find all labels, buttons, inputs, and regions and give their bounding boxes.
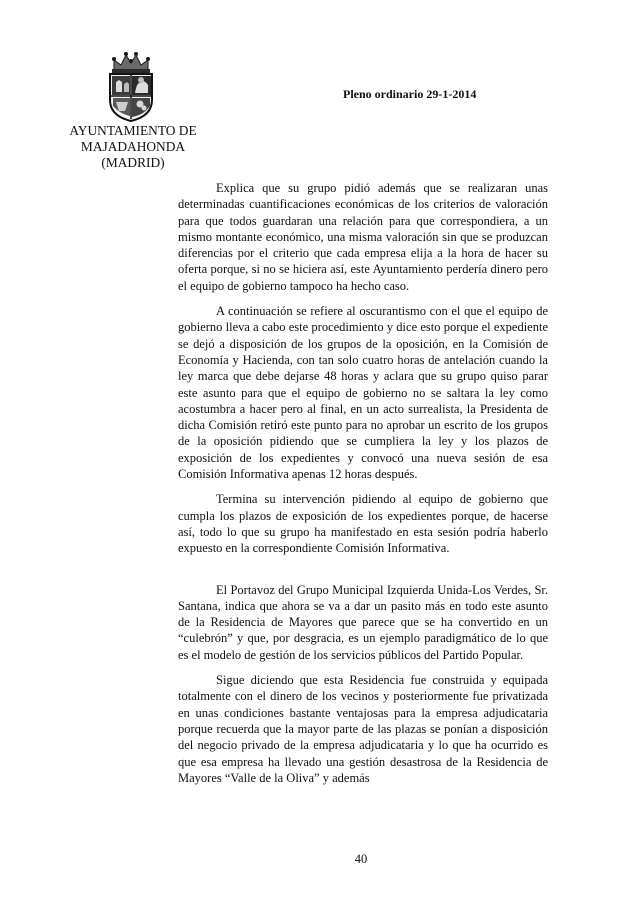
paragraph: Termina su intervención pidiendo al equipo de gobierno que cumpla los plazos de exposición de los expedientes porque, de hacerse así, todo lo que su grupo ha manifestado en esta sesión podría haberlo expuesto en la correspondiente Comisión Informativa.	[178, 492, 548, 556]
organization-line-2: MAJADAHONDA	[80, 139, 186, 154]
page-number: 40	[354, 852, 368, 866]
paragraph: Sigue diciendo que esta Residencia fue construida y equipada totalmente con el dinero de los vecinos y posteriormente fue privatizada en unas condiciones bastante ventajosas para la empresa adjudicataria porque recuerda que la mayor parte de las plazas se ponían a disposición del negocio privado de la empresa adjudicataria y lo que ha ocurrido es que esa empresa ha llevado una gestión desastrosa de la Residencia de Mayores “Valle de la Oliva” y además	[178, 673, 548, 785]
organization-line-1: AYUNTAMIENTO DE	[69, 123, 197, 138]
municipal-coat-of-arms-icon	[104, 50, 158, 122]
paragraph: A continuación se refiere al oscurantismo con el que el equipo de gobierno lleva a cabo este procedimiento y dice esto porque el expediente se dejó a disposición de los grupos de la oposición, en la Comisión de Economía y Hacienda, con tan solo cuatro horas de antelación cuando la ley marca que debe dejarse 48 horas y aclara que su grupo quiso parar este asunto para que el equipo de gobierno no se saltara la ley como acostumbra a hacer pero al final, en un acto surrealista, la Presidenta de dicha Comisión retiró este punto para no aprobar un escrito de los grupos de la oposición pidiendo que se cumpliera la ley y los plazos de exposición de los expedientes y convocó una nueva sesión de esa Comisión Informativa apenas 12 horas después.	[178, 304, 548, 482]
organization-name	[60, 123, 206, 171]
minutes-body	[178, 180, 548, 795]
paragraph: Explica que su grupo pidió además que se realizaran unas determinadas cuantificaciones económicas de los criterios de valoración para que todos guardaran una relación para que correspondiera, a un mismo montante económico, una misma valoración sin que se produzcan diferencias por el criterio que cada empresa elija a la hora de hacer su oferta porque, si no se hiciera así, este Ayuntamiento perdería dinero pero el equipo de gobierno tampoco ha hecho caso.	[178, 181, 548, 293]
organization-line-3: (MADRID)	[101, 155, 165, 170]
session-title: Pleno ordinario 29-1-2014	[343, 87, 477, 101]
paragraph: El Portavoz del Grupo Municipal Izquierda Unida-Los Verdes, Sr. Santana, indica que ahora se va a dar un pasito más en todo este asunto de la Residencia de Mayores que parece que se ha convertido en un “culebrón” y que, por desgracia, es un ejemplo paradigmático de lo que es el modelo de gestión de los servicios públicos del Partido Popular.	[178, 582, 548, 662]
